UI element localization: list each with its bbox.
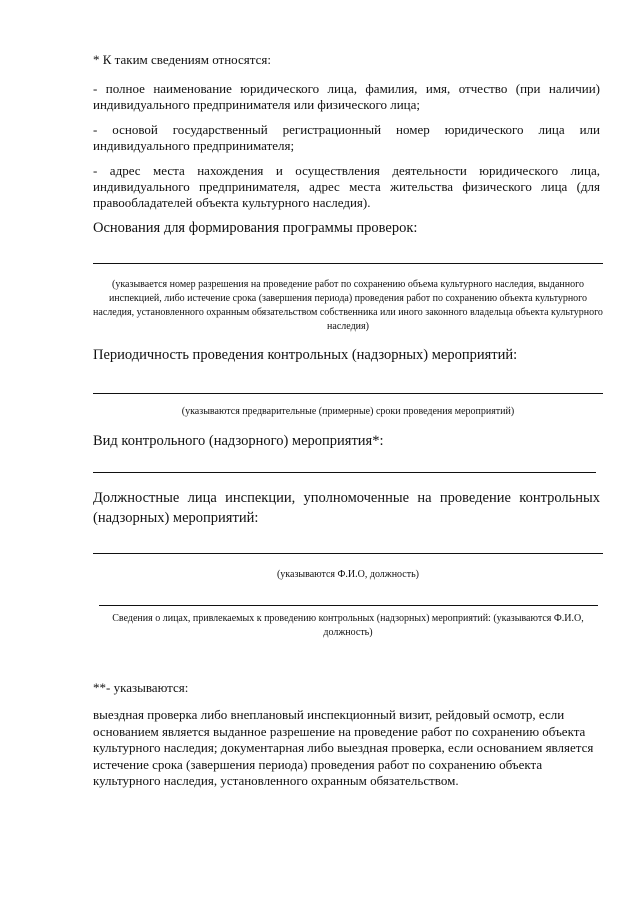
grounds-fill-line bbox=[93, 263, 603, 264]
list-item-name: - полное наименование юридического лица, фамилия, имя, отчество (при наличии) индивидуального предпринимателя или физического лица; bbox=[93, 81, 600, 112]
officials-heading: Должностные лица инспекции, уполномоченные на проведение контрольных (надзорных) мероприятий: bbox=[93, 490, 600, 526]
involved-fill-line bbox=[99, 605, 598, 606]
periodicity-heading: Периодичность проведения контрольных (надзорных) мероприятий: bbox=[93, 347, 518, 363]
periodicity-fill-line bbox=[93, 393, 603, 394]
footnote-text: выездная проверка либо внеплановый инспекционный визит, рейдовый осмотр, если основанием является выданное разрешение на проведение работ по сохранению объекта культурного наследия; документарная либо выездная проверка, если основанием является истечение срока (завершения периода) проведения работ по сохранению объекта культурного наследия, установленного охранным обязательством. bbox=[93, 707, 594, 789]
involved-note: Сведения о лицах, привлекаемых к проведению контрольных (надзорных) мероприятий: (указываются Ф.И.О, должность) bbox=[112, 613, 584, 638]
intro-text: * К таким сведениям относятся: bbox=[93, 52, 271, 67]
list-item-registration-number: - основой государственный регистрационный номер юридического лица или индивидуального предпринимателя; bbox=[93, 122, 600, 153]
grounds-heading: Основания для формирования программы проверок: bbox=[93, 220, 418, 236]
type-heading: Вид контрольного (надзорного) мероприятия*: bbox=[93, 433, 384, 449]
periodicity-note: (указываются предварительные (примерные) сроки проведения мероприятий) bbox=[181, 406, 515, 417]
officials-fill-line bbox=[93, 553, 603, 554]
type-fill-line bbox=[93, 472, 596, 473]
list-item-address: - адрес места нахождения и осуществления деятельности юридического лица, индивидуального предпринимателя, адрес места жительства физического лица (для правообладателей объекта культурного наследия). bbox=[93, 163, 600, 210]
footnote-label: **- указываются: bbox=[93, 680, 189, 695]
officials-note: (указываются Ф.И.О, должность) bbox=[276, 569, 420, 580]
grounds-note: (указывается номер разрешения на проведение работ по сохранению объема культурного наследия, выданного инспекцией, либо истечение срока (завершения периода) проведения работ по сохранению объекта культурного наследия, установленного охранным обязательством собственника или иного законного владельца объекта культурного наследия) bbox=[93, 279, 603, 332]
